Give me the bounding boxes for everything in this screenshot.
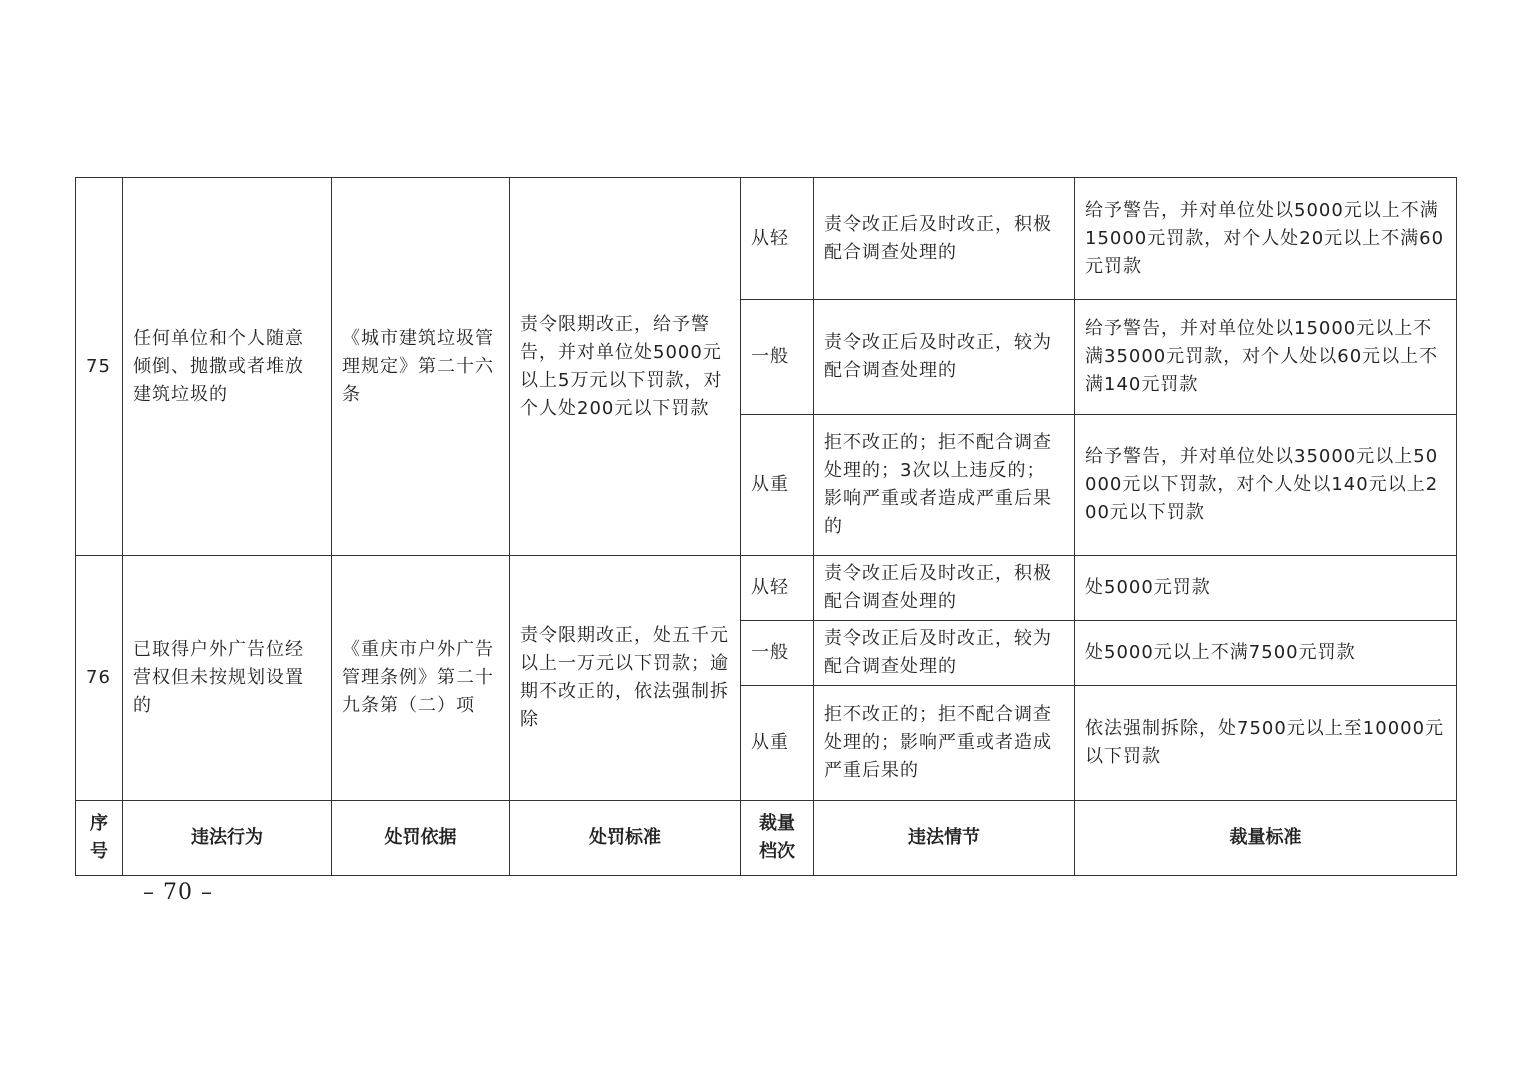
discretion-penalty: 给予警告，并对单位处以15000元以上不满35000元罚款，对个人处以60元以上不满140元罚款	[1075, 300, 1457, 415]
violation-circumstance: 责令改正后及时改正，积极配合调查处理的	[814, 178, 1075, 300]
violation-circumstance: 责令改正后及时改正，积极配合调查处理的	[814, 556, 1075, 621]
header-basis: 处罚依据	[332, 801, 510, 876]
header-no: 序号	[76, 801, 123, 876]
discretion-penalty: 处5000元以上不满7500元罚款	[1075, 621, 1457, 686]
discretion-penalty: 给予警告，并对单位处以5000元以上不满15000元罚款，对个人处20元以上不满60元罚款	[1075, 178, 1457, 300]
row-number: 76	[76, 556, 123, 801]
page-number: – 70 –	[143, 880, 213, 905]
discretion-level: 从重	[741, 415, 814, 556]
discretion-penalty: 依法强制拆除，处7500元以上至10000元以下罚款	[1075, 686, 1457, 801]
table-row	[76, 556, 1457, 621]
discretion-penalty: 处5000元罚款	[1075, 556, 1457, 621]
violation-circumstance: 拒不改正的；拒不配合调查处理的；3次以上违反的；影响严重或者造成严重后果的	[814, 415, 1075, 556]
discretion-level: 从轻	[741, 178, 814, 300]
table-row	[76, 178, 1457, 300]
violation-act: 已取得户外广告位经营权但未按规划设置的	[123, 556, 332, 801]
penalty-discretion-table	[75, 177, 1457, 876]
row-number: 75	[76, 178, 123, 556]
discretion-level: 从重	[741, 686, 814, 801]
header-circumstance: 违法情节	[814, 801, 1075, 876]
penalty-basis: 《城市建筑垃圾管理规定》第二十六条	[332, 178, 510, 556]
header-level: 裁量档次	[741, 801, 814, 876]
discretion-level: 从轻	[741, 556, 814, 621]
violation-circumstance: 拒不改正的；拒不配合调查处理的；影响严重或者造成严重后果的	[814, 686, 1075, 801]
header-act: 违法行为	[123, 801, 332, 876]
penalty-basis: 《重庆市户外广告管理条例》第二十九条第（二）项	[332, 556, 510, 801]
discretion-level: 一般	[741, 621, 814, 686]
table-header-row	[76, 801, 1457, 876]
violation-act: 任何单位和个人随意倾倒、抛撒或者堆放建筑垃圾的	[123, 178, 332, 556]
header-standard: 处罚标准	[510, 801, 741, 876]
discretion-penalty: 给予警告，并对单位处以35000元以上50000元以下罚款，对个人处以140元以上200元以下罚款	[1075, 415, 1457, 556]
penalty-standard: 责令限期改正，处五千元以上一万元以下罚款；逾期不改正的，依法强制拆除	[510, 556, 741, 801]
discretion-level: 一般	[741, 300, 814, 415]
header-penalty: 裁量标准	[1075, 801, 1457, 876]
violation-circumstance: 责令改正后及时改正，较为配合调查处理的	[814, 621, 1075, 686]
penalty-standard: 责令限期改正，给予警告，并对单位处5000元以上5万元以下罚款，对个人处200元以下罚款	[510, 178, 741, 556]
violation-circumstance: 责令改正后及时改正，较为配合调查处理的	[814, 300, 1075, 415]
